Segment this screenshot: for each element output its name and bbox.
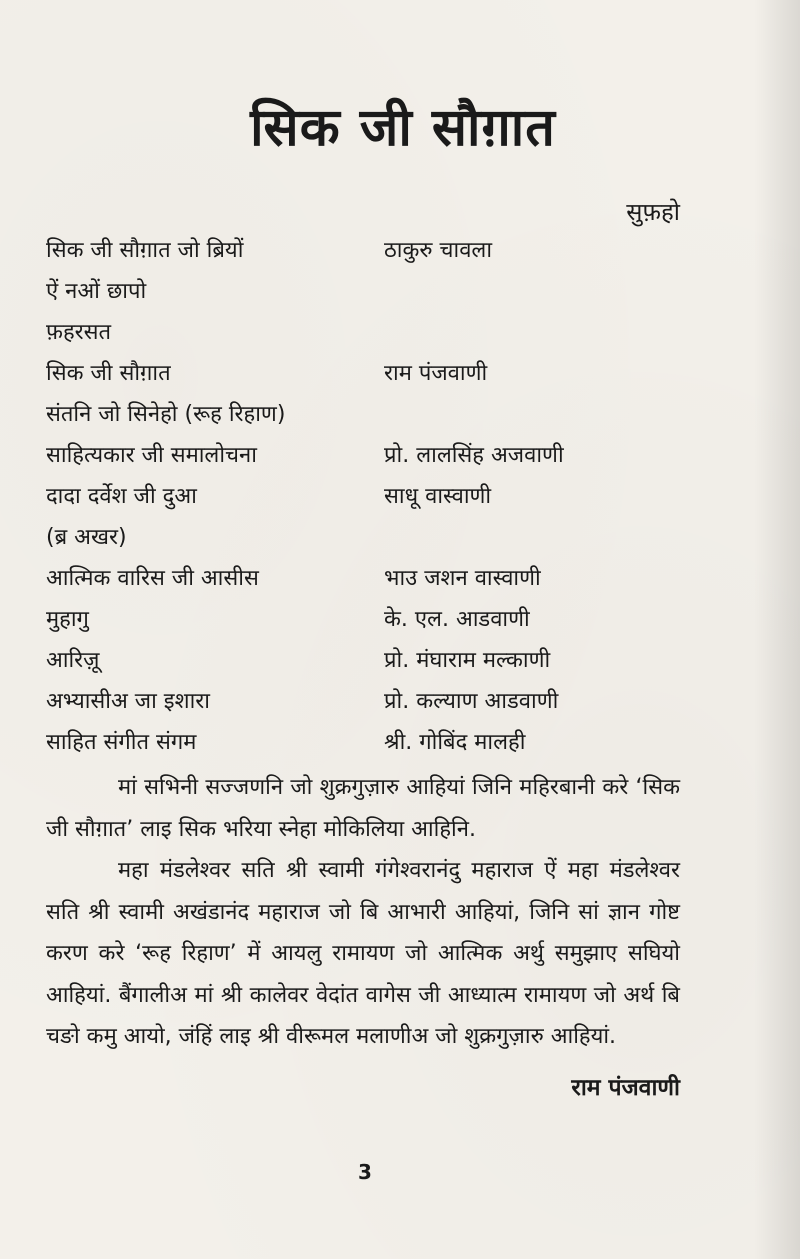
contents-row [46,474,680,515]
contents-author: ठाकुरु चावला [384,237,493,263]
contents-item: आरिज़ू [46,647,100,673]
contents-row [46,269,680,310]
contents-author: भाउ जशन वास्वाणी [384,565,541,591]
contents-row [46,392,680,433]
contents-list [46,228,680,761]
page-number: 3 [358,1160,372,1184]
author-signature: राम पंजवाणी [571,1074,680,1101]
contents-item: सिक जी सौग़ात [46,360,171,386]
contents-item: फ़हरसत [46,319,112,345]
page-title: सिक जी सौग़ात [250,98,556,158]
contents-item: साहित संगीत संगम [46,729,197,755]
contents-row [46,515,680,556]
contents-author: प्रो. लालसिंह अजवाणी [384,442,564,468]
contents-item: आत्मिक वारिस जी आसीस [46,565,259,591]
contents-item: संतनि जो सिनेहो (रूह रिहाण) [46,401,286,427]
contents-item: सिक जी सौग़ात जो ब्रियों [46,237,244,263]
contents-row [46,720,680,761]
contents-row [46,556,680,597]
contents-row [46,638,680,679]
contents-author: के. एल. आडवाणी [384,606,530,632]
contents-item: मुहागु [46,606,89,632]
contents-author: प्रो. मंघाराम मल्काणी [384,647,551,673]
contents-item: ऐं नओं छापो [46,278,147,304]
contents-item: साहित्यकार जी समालोचना [46,442,257,468]
page-column-header: सुफ़हो [626,198,680,226]
contents-row [46,228,680,269]
contents-author: श्री. गोबिंद मालही [384,729,526,755]
contents-author: राम पंजवाणी [384,360,488,386]
contents-row [46,433,680,474]
contents-row [46,597,680,638]
acknowledgement-paragraph: मां सभिनी सज्जणनि जो शुक्रगुज़ारु आहियां जिनि महिरबानी करे ‘सिक जी सौग़ात’ लाइ सिक भरिया स्नेहा मोकिलिया आहिनि. [46,775,680,842]
contents-item: दादा दर्वेश जी दुआ [46,483,197,509]
contents-author: साधू वास्वाणी [384,483,492,509]
acknowledgement-paragraph: महा मंडलेश्वर सति श्री स्वामी गंगेश्वरानंदु महाराज ऐं महा मंडलेश्वर सति श्री स्वामी अखंडानंद महाराज जो बि आभारी आहियां, जिनि सां ज्ञान गोष्ट करण करे ‘रूह रिहाण’ में आयलु रामायण जो आत्मिक अर्थु समुझाए सघियो आहियां. बैंगालीअ मां श्री कालेवर वेदांत वागेस जी आध्यात्म रामायण जो अर्थ बि चङो कमु आयो, जंहिं लाइ श्री वीरूमल मलाणीअ जो शुक्रगुज़ारु आहियां. [46,858,680,1049]
contents-row [46,351,680,392]
contents-row [46,310,680,351]
contents-row [46,679,680,720]
page-edge-shadow [754,0,800,1259]
contents-author: प्रो. कल्याण आडवाणी [384,688,559,714]
contents-item: अभ्यासीअ जा इशारा [46,688,210,714]
contents-item: (ब्र अखर) [46,524,127,550]
